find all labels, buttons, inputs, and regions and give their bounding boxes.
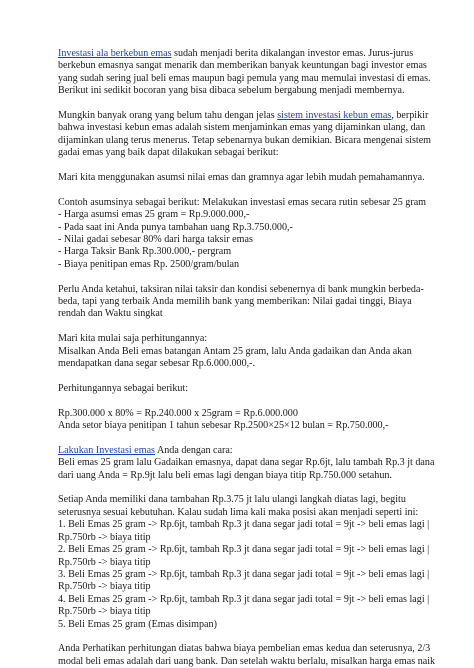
- line: Mari kita mulai saja perhitungannya:: [58, 333, 208, 345]
- link-lakukan-investasi-emas[interactable]: Lakukan Investasi emas: [58, 444, 155, 456]
- list-item: Rp.750rb -> biaya titip: [58, 556, 151, 568]
- paragraph-method: [58, 445, 464, 482]
- line: [58, 48, 464, 60]
- paragraph-repeat: [58, 494, 464, 630]
- line: yang sudah sering jual beli emas maupun bagi pemula yang mau memulai investasi di emas.: [58, 72, 431, 84]
- paragraph-conclusion: [58, 643, 464, 668]
- line: gadai emas yang baik dapat dilakukan sebagai berikut:: [58, 147, 279, 159]
- paragraph-intro: [58, 48, 464, 98]
- link-investasi-berkebun-emas[interactable]: Investasi ala berkebun emas: [58, 48, 172, 59]
- line: dijaminkan ulang terus menerus. Tetap sebenarnya bukan demikian. Bicara mengenai sistem: [58, 134, 432, 146]
- paragraph-assumptions: [58, 197, 464, 271]
- line: Berikut ini sedikit bocoran yang bisa dibaca sebelum bergabung menjadi membernya.: [58, 85, 405, 97]
- line: beda, tapi yang terbaik Anda memilih bank yang memberikan: Nilai gadai tinggi, Biaya: [58, 296, 412, 308]
- paragraph-start-calc: [58, 333, 464, 370]
- line: Contoh asumsinya sebagai berikut: Melakukan investasi emas secara rutin sebesar 25 gram: [58, 196, 427, 208]
- list-item: 3. Beli Emas 25 gram -> Rp.6jt, tambah Rp.3 jt dana segar jadi total = 9jt -> beli emas lagi |: [58, 568, 430, 580]
- line: rendah dan Waktu singkat: [58, 308, 163, 320]
- paragraph-assumption-intro: [58, 172, 464, 184]
- text: , berpikir: [391, 110, 429, 122]
- line: [58, 110, 464, 122]
- line: [58, 445, 464, 457]
- link-sistem-investasi-kebun-emas[interactable]: sistem investasi kebun emas: [277, 110, 392, 122]
- line: dari uang Anda = Rp.9jt lalu beli emas lagi dengan biaya titip Rp.750.000 setahun.: [58, 469, 392, 481]
- list-item: 5. Beli Emas 25 gram (Emas disimpan): [58, 618, 217, 630]
- line: Misalkan Anda Beli emas batangan Antam 25 gram, lalu Anda gadaikan dan Anda akan: [58, 345, 412, 357]
- line: Perhitungannya sebagai berikut:: [58, 382, 189, 394]
- line: mendapatkan dana segar sebesar Rp.6.000.000,-.: [58, 358, 256, 370]
- list-item: - Nilai gadai sebesar 80% dari harga taksir emas: [58, 234, 253, 246]
- list-item: - Harga asumsi emas 25 gram = Rp.9.000.000,-: [58, 209, 250, 221]
- paragraph-calc-heading: [58, 383, 464, 395]
- list-item: - Harga Taksir Bank Rp.300.000,- pergram: [58, 246, 232, 258]
- list-item: - Pada saat ini Anda punya tambahan uang Rp.3.750.000,-: [58, 221, 293, 233]
- line: Beli emas 25 gram lalu Gadaikan emasnya, dapat dana segar Rp.6jt, lalu tambah Rp.3 jt dana: [58, 457, 435, 469]
- line: bahwa investasi kebun emas adalah sistem menjaminkan emas yang dijaminkan ulang, dan: [58, 122, 426, 134]
- line: Anda setor biaya penitipan 1 tahun sebesar Rp.2500×25×12 bulan = Rp.750.000,-: [58, 420, 389, 432]
- text: Mungkin banyak orang yang belum tahu dengan jelas: [58, 110, 278, 122]
- paragraph-calc: [58, 408, 464, 433]
- line: modal beli emas adalah dari uang bank. Dan setelah waktu berlalu, misalkan harga emas naik: [58, 655, 436, 667]
- line: Perlu Anda ketahui, taksiran nilai taksir dan kondisi sebenernya di bank mungkin berbeda-: [58, 283, 424, 295]
- list-item: 4. Beli Emas 25 gram -> Rp.6jt, tambah Rp.3 jt dana segar jadi total = 9jt -> beli emas lagi |: [58, 593, 430, 605]
- line: Setiap Anda memiliki dana tambahan Rp.3.75 jt lalu ulangi langkah diatas lagi, begitu: [58, 494, 406, 506]
- line: Mari kita menggunakan asumsi nilai emas dan gramnya agar lebih mudah pemahamannya.: [58, 172, 425, 184]
- line: Rp.300.000 x 80% = Rp.240.000 x 25gram = Rp.6.000.000: [58, 407, 298, 419]
- paragraph-system: [58, 110, 464, 160]
- list-item: Rp.750rb -> biaya titip: [58, 581, 151, 593]
- text: sudah menjadi berita dikalangan investor emas. Jurus-jurus: [171, 48, 414, 59]
- list-item: Rp.750rb -> biaya titip: [58, 606, 151, 618]
- line: berkebun emasnya sangat menarik dan memberikan banyak keuntungan bagi investor emas: [58, 60, 427, 72]
- list-item: 2. Beli Emas 25 gram -> Rp.6jt, tambah Rp.3 jt dana segar jadi total = 9jt -> beli emas lagi |: [58, 544, 430, 556]
- list-item: 1. Beli Emas 25 gram -> Rp.6jt, tambah Rp.3 jt dana segar jadi total = 9jt -> beli emas lagi |: [58, 519, 430, 531]
- text: Anda dengan cara:: [154, 444, 233, 456]
- line: seterusnya sesuai kebutuhan. Kalau sudah lima kali maka posisi akan menjadi seperti ini:: [58, 506, 419, 518]
- list-item: Rp.750rb -> biaya titip: [58, 531, 151, 543]
- list-item: - Biaya penitipan emas Rp. 2500/gram/bulan: [58, 258, 240, 270]
- paragraph-bank-note: [58, 284, 464, 321]
- line: Anda Perhatikan perhitungan diatas bahwa biaya pembelian emas kedua dan seterusnya, 2/3: [58, 643, 431, 655]
